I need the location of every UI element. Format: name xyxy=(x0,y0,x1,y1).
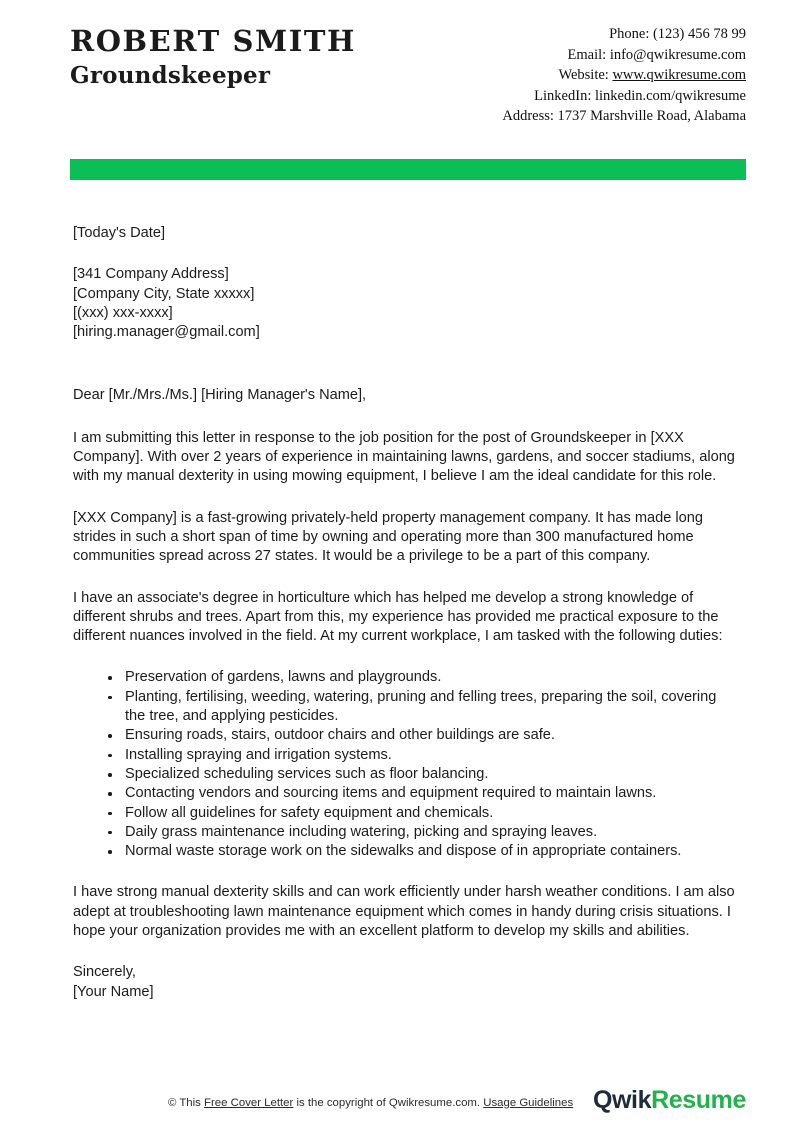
accent-bar xyxy=(70,159,746,180)
salutation: Dear [Mr./Mrs./Ms.] [Hiring Manager's Name], xyxy=(73,387,367,404)
usage-guidelines-link[interactable]: Usage Guidelines xyxy=(483,1096,574,1109)
sign-off: Sincerely, xyxy=(73,964,136,981)
body-paragraph-3: I have an associate's degree in horticulture which has helped me develop a strong knowledge of different shrubs and trees. Apart from this, my experience has provided me practical exposure to the different nuances involved in the field. At my current workplace, I am tasked with the following duties: xyxy=(73,589,723,645)
free-cover-letter-link[interactable]: Free Cover Letter xyxy=(204,1096,294,1109)
date-placeholder: [Today's Date] xyxy=(73,225,166,241)
body-paragraph-2: [XXX Company] is a fast-growing privately-held property management company. It has made long strides in such a short span of time by owning and operating more than 300 manufactured home communities spread across 27 states. It would be a privilege to be a part of this company. xyxy=(73,509,704,565)
identity-block xyxy=(70,22,356,91)
contact-linkedin: LinkedIn: linkedin.com/qwikresume xyxy=(534,87,746,104)
contact-address: Address: 1737 Marshville Road, Alabama xyxy=(502,108,746,125)
contact-email: Email: info@qwikresume.com xyxy=(567,46,746,63)
job-title: Groundskeeper xyxy=(70,62,271,90)
copyright-note xyxy=(168,1097,573,1109)
list-item: Contacting vendors and sourcing items and equipment required to maintain lawns. xyxy=(73,784,735,803)
list-item: Preservation of gardens, lawns and playgrounds. xyxy=(73,668,735,687)
copyright-prefix: © This xyxy=(168,1096,205,1109)
list-item: Follow all guidelines for safety equipment and chemicals. xyxy=(73,804,735,823)
body-paragraph-4: I have strong manual dexterity skills and can work efficiently under harsh weather conditions. I am also adept at troubleshooting lawn maintenance equipment which comes in handy during crisis situations. I hope your organization provides me with an excellent platform to develop my skills and abilities. xyxy=(73,884,735,940)
list-item: Normal waste storage work on the sidewalks and dispose of in appropriate containers. xyxy=(73,842,735,861)
recipient-block xyxy=(73,265,735,342)
letter-body xyxy=(73,224,735,1002)
qwikresume-logo xyxy=(593,1088,746,1113)
list-item: Ensuring roads, stairs, outdoor chairs and other buildings are safe. xyxy=(73,726,735,745)
document-header xyxy=(70,22,746,127)
recipient-line: [(xxx) xxx-xxxx] xyxy=(73,304,173,321)
contact-block xyxy=(502,22,746,127)
contact-phone: Phone: (123) 456 78 99 xyxy=(609,26,746,42)
website-link[interactable]: www.qwikresume.com xyxy=(612,67,746,84)
list-item: Specialized scheduling services such as floor balancing. xyxy=(73,765,735,784)
copyright-middle: is the copyright of Qwikresume.com. xyxy=(293,1096,484,1109)
document-footer xyxy=(70,1086,746,1114)
recipient-line: [hiring.manager@gmail.com] xyxy=(73,324,260,341)
logo-text-resume: Resume xyxy=(651,1086,746,1114)
list-item: Daily grass maintenance including watering, picking and spraying leaves. xyxy=(73,823,735,842)
recipient-line: [Company City, State xxxxx] xyxy=(73,285,255,302)
closing-block xyxy=(73,963,735,1002)
list-item: Planting, fertilising, weeding, watering, pruning and felling trees, preparing the soil, covering the tree, and applying pesticides. xyxy=(73,688,735,727)
body-paragraph-1: I am submitting this letter in response to the job position for the post of Groundskeeper in [XXX Company]. With over 2 years of experience in maintaining lawns, gardens, and soccer stadiums, along with my manual dexterity in using mowing equipment, I believe I am the ideal candidate for this role. xyxy=(73,429,735,485)
page-title: ROBERT SMITH xyxy=(70,24,357,58)
contact-website xyxy=(502,65,746,86)
contact-website-label: Website: xyxy=(558,67,613,84)
signature-name: [Your Name] xyxy=(73,983,154,1000)
recipient-line: [341 Company Address] xyxy=(73,266,229,283)
duties-list xyxy=(73,668,735,861)
list-item: Installing spraying and irrigation systems. xyxy=(73,746,735,765)
logo-text-qwik: Qwik xyxy=(592,1086,652,1114)
